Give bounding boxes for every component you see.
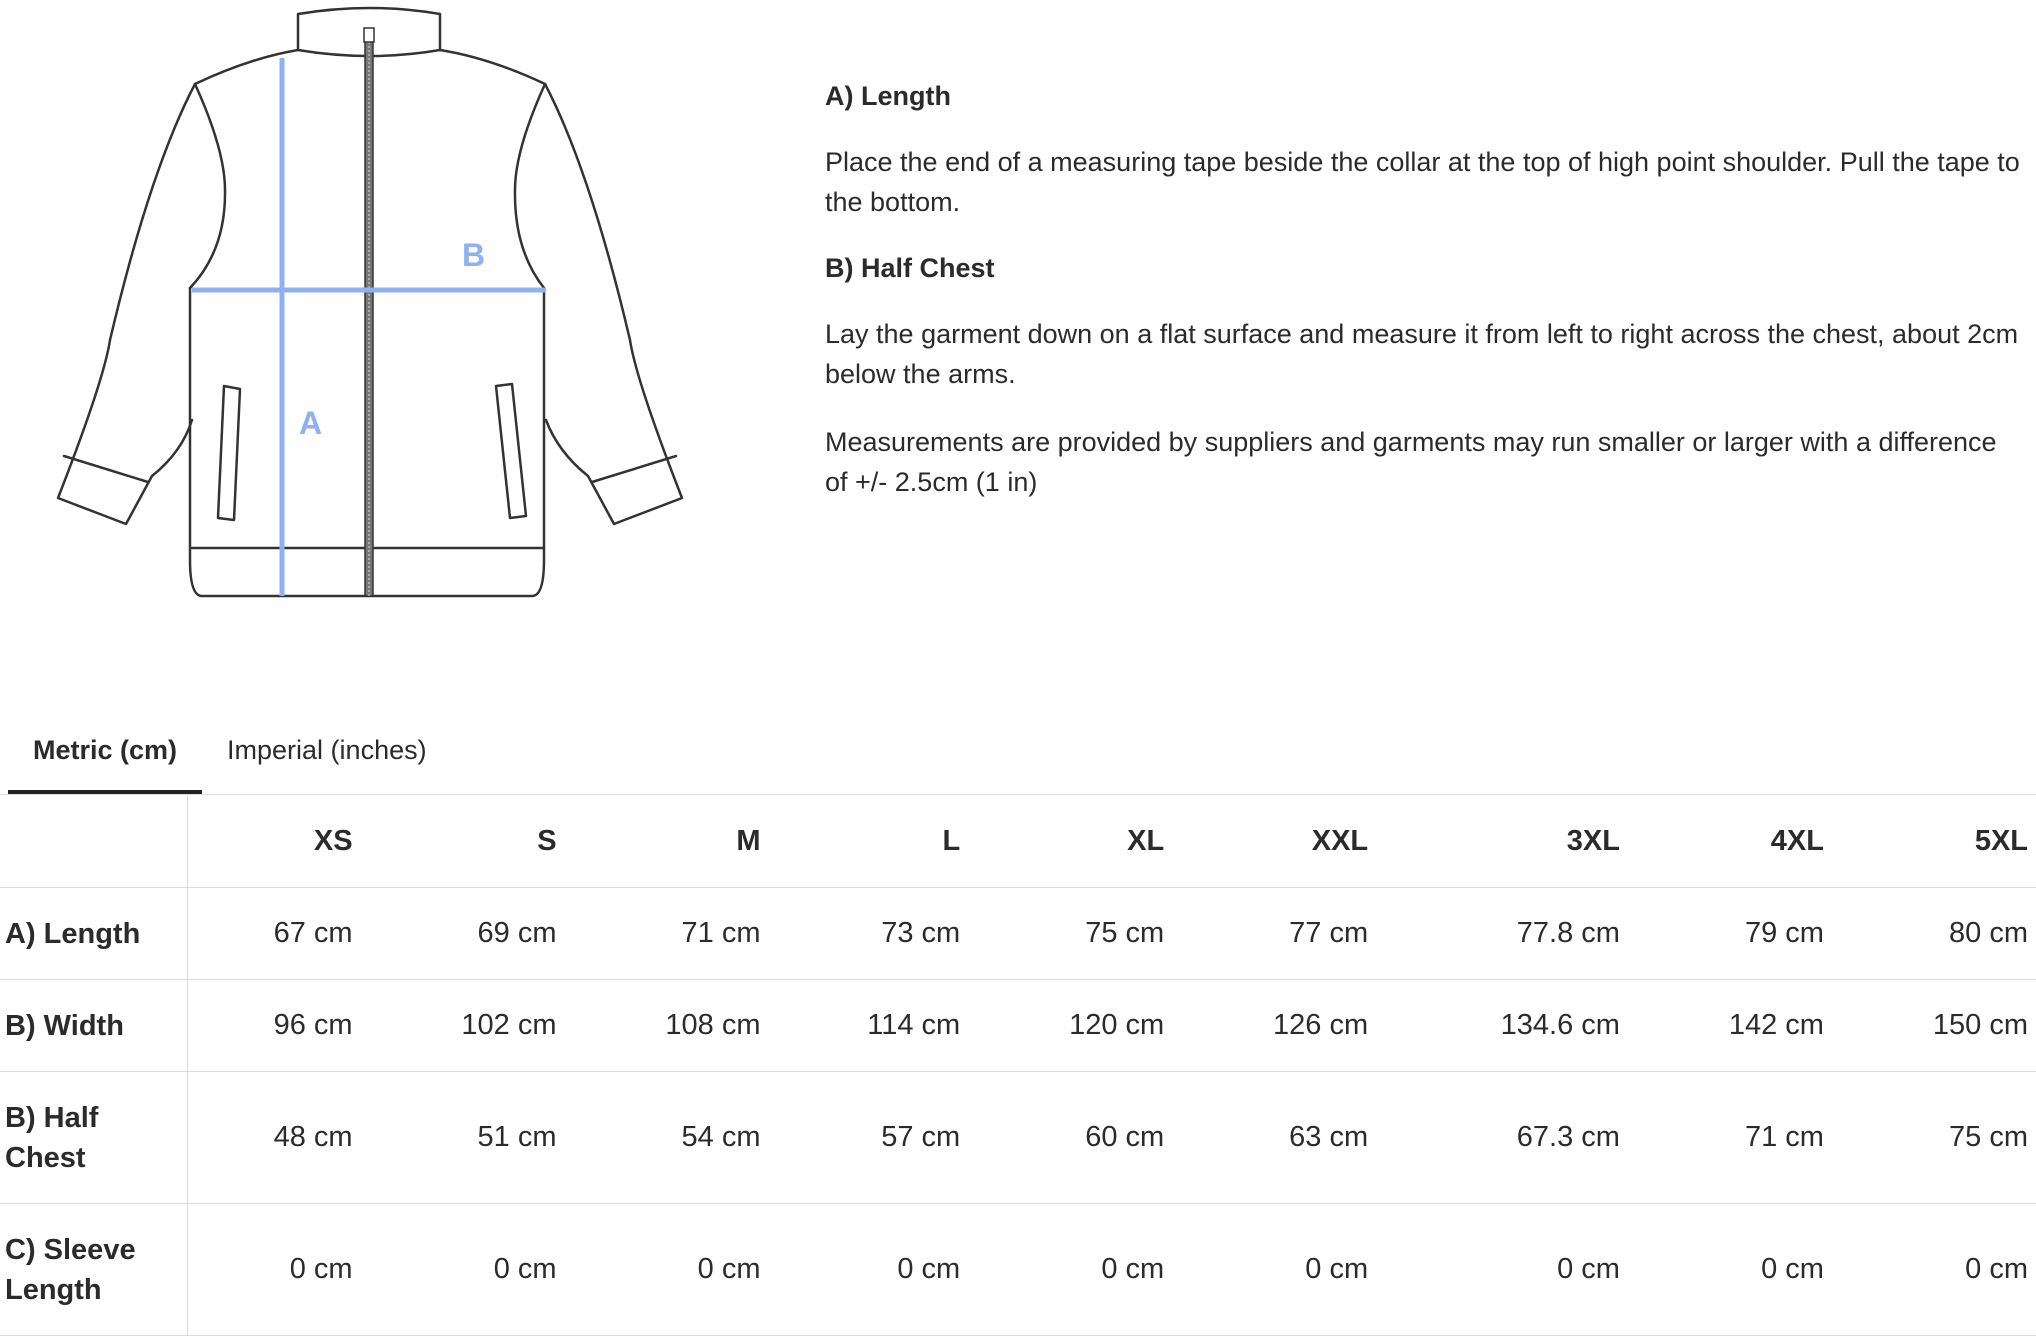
table-cell: 0 cm [968,1204,1172,1336]
measurement-instructions [825,78,2025,530]
table-cell: 71 cm [565,888,769,980]
measurement-note: Measurements are provided by suppliers and garments may run smaller or larger with a difference of +/- 2.5cm (1 in) [825,427,1997,497]
measure-label-a: A [299,405,323,441]
zipper [364,28,374,596]
table-cell: 0 cm [1376,1204,1628,1336]
table-cell: 67.3 cm [1376,1072,1628,1204]
table-cell: 142 cm [1628,980,1832,1072]
row-label-half-chest: B) Half Chest [0,1072,188,1204]
table-cell: 77 cm [1172,888,1376,980]
table-cell: 0 cm [1832,1204,2036,1336]
table-cell: 108 cm [565,980,769,1072]
table-cell: 63 cm [1172,1072,1376,1204]
table-cell: 48 cm [188,1072,361,1204]
table-cell: 0 cm [565,1204,769,1336]
table-cell: 77.8 cm [1376,888,1628,980]
table-cell: 75 cm [1832,1072,2036,1204]
table-cell: 0 cm [1628,1204,1832,1336]
table-row-width [0,980,2036,1072]
table-cell: 60 cm [968,1072,1172,1204]
table-row-half-chest [0,1072,2036,1204]
half-chest-description: Lay the garment down on a flat surface and measure it from left to right across the chest, about 2cm below the arms. [825,319,2019,389]
tab-metric[interactable]: Metric (cm) [8,722,202,794]
measure-label-b: B [462,237,486,273]
size-header-row [0,795,2036,888]
table-cell: 134.6 cm [1376,980,1628,1072]
size-header-4xl: 4XL [1628,795,1832,888]
length-heading: A) Length [825,81,951,111]
right-pocket [496,384,526,518]
table-cell: 67 cm [188,888,361,980]
jacket-illustration [40,0,700,610]
table-cell: 54 cm [565,1072,769,1204]
unit-tabs [8,722,452,796]
table-cell: 73 cm [769,888,969,980]
row-label-length: A) Length [0,888,188,980]
table-cell: 102 cm [361,980,565,1072]
left-sleeve [58,84,195,524]
table-cell: 75 cm [968,888,1172,980]
table-cell: 126 cm [1172,980,1376,1072]
table-cell: 0 cm [769,1204,969,1336]
size-header-3xl: 3XL [1376,795,1628,888]
table-row-sleeve-length [0,1204,2036,1336]
size-header-m: M [565,795,769,888]
size-header-xl: XL [968,795,1172,888]
row-label-sleeve-length: C) Sleeve Length [0,1204,188,1336]
left-pocket [218,386,240,520]
table-cell: 71 cm [1628,1072,1832,1204]
size-header-xs: XS [188,795,361,888]
table-corner-cell [0,795,188,888]
table-cell: 51 cm [361,1072,565,1204]
table-cell: 0 cm [361,1204,565,1336]
length-description: Place the end of a measuring tape beside the collar at the top of high point shoulder. Pull the tape to the bottom. [825,147,2020,217]
table-cell: 57 cm [769,1072,969,1204]
size-header-l: L [769,795,969,888]
table-cell: 96 cm [188,980,361,1072]
table-cell: 80 cm [1832,888,2036,980]
table-cell: 120 cm [968,980,1172,1072]
size-header-xxl: XXL [1172,795,1376,888]
table-cell: 69 cm [361,888,565,980]
table-cell: 0 cm [1172,1204,1376,1336]
table-cell: 79 cm [1628,888,1832,980]
table-cell: 0 cm [188,1204,361,1336]
size-chart-table [0,795,2036,1336]
table-cell: 150 cm [1832,980,2036,1072]
right-sleeve [545,84,682,524]
table-row-length [0,888,2036,980]
table-cell: 114 cm [769,980,969,1072]
size-header-s: S [361,795,565,888]
size-header-5xl: 5XL [1832,795,2036,888]
half-chest-heading: B) Half Chest [825,253,995,283]
jacket-measurement-diagram [40,0,700,610]
row-label-width: B) Width [0,980,188,1072]
tab-imperial[interactable]: Imperial (inches) [227,735,427,765]
